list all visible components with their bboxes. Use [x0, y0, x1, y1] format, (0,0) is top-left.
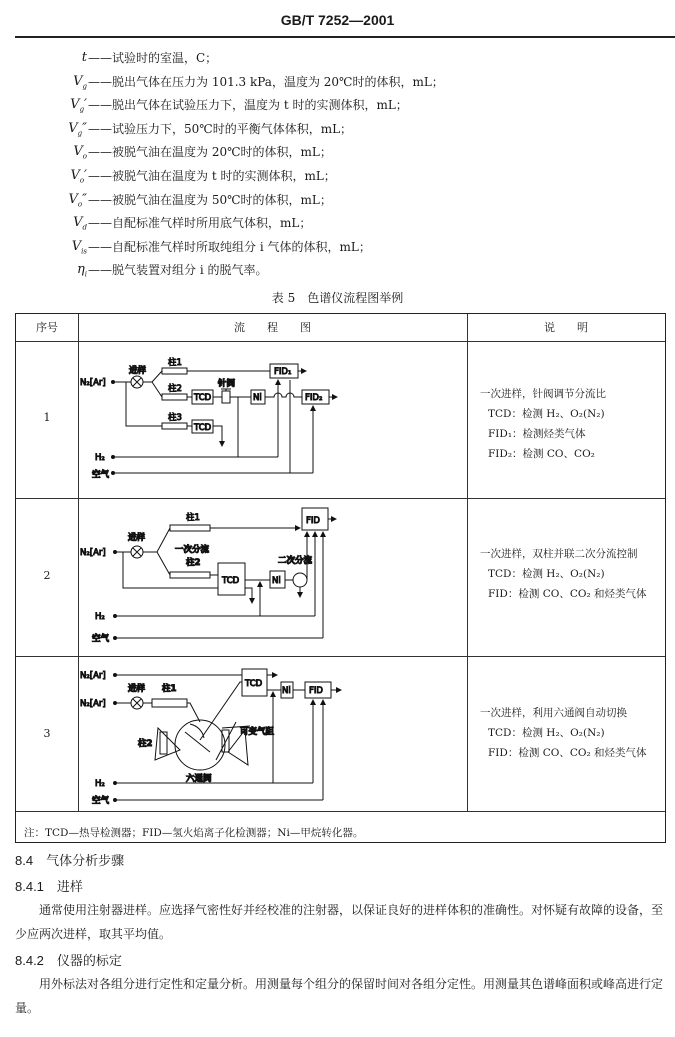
symbol-definition — [0, 47, 675, 69]
symbol-description: ——被脱气油在温度为 t 时的实测体积，mL； — [88, 169, 336, 183]
row-divider — [16, 341, 665, 342]
tcd-label: TCD — [194, 393, 212, 403]
air-label: 空气 — [92, 634, 110, 644]
column-1-label: 柱1 — [186, 513, 200, 523]
description-line: TCD：检测 H₂、O₂(N₂) — [488, 408, 605, 420]
symbol-definition — [0, 118, 675, 140]
symbol-description: ——脱出气体在压力为 101.3 kPa，温度为 20℃时的体积，mL； — [88, 74, 444, 89]
column-1-label: 柱1 — [162, 684, 177, 694]
symbol-description: ——试验时的室温，C； — [88, 51, 218, 65]
column-3-label: 柱3 — [168, 413, 182, 423]
symbol-description: ——被脱气油在温度为 20℃时的体积，mL； — [88, 145, 332, 160]
standard-header: GB/T 7252—2001 — [280, 12, 395, 28]
symbol: $V_{is}$ — [71, 238, 87, 256]
column-divider — [78, 314, 79, 811]
header-diagram: 流 程 图 — [234, 321, 311, 334]
symbol: $\eta_i$ — [76, 262, 87, 279]
carrier-gas-label: N₂[Ar] — [80, 378, 106, 388]
inject-label: 进样 — [128, 684, 146, 694]
table-note: 注：TCD—热导检测器；FID—氢火焰离子化检测器；Ni—甲烷转化器。 — [24, 827, 364, 839]
fid-label: FID — [306, 516, 320, 526]
carrier-gas-label: N₂[Ar] — [80, 699, 106, 709]
description-line: FID：检测 CO、CO₂ 和烃类气体 — [488, 747, 647, 759]
section-8-4-1-heading: 8.4.1 进样 — [15, 879, 83, 894]
inject-label: 进样 — [129, 366, 147, 376]
header-number: 序号 — [36, 321, 58, 334]
row-3-description — [480, 703, 665, 763]
description-line: 一次进样，针阀调节分流比 — [480, 388, 606, 400]
row-3-number: 3 — [43, 727, 51, 740]
six-port-valve-label: 六通阀 — [186, 774, 212, 784]
row-divider — [16, 811, 665, 812]
h2-label: H₂ — [95, 453, 105, 463]
section-8-4-2-paragraph: 用外标法对各组分进行定性和定量分析。用测量每个组分的保留时间对各组分定性。用测量其色谱峰面积或峰高进行定量。 — [15, 977, 664, 1015]
symbol-definition — [0, 165, 675, 187]
description-line: 一次进样，利用六通阀自动切换 — [480, 707, 627, 719]
fid-label: FID — [309, 686, 323, 696]
air-label: 空气 — [92, 796, 110, 806]
description-line: TCD：检测 H₂、O₂(N₂) — [488, 727, 605, 739]
row-1-description — [480, 384, 665, 464]
carrier-gas-label: N₂[Ar] — [80, 548, 106, 558]
symbol-definition — [0, 71, 675, 93]
symbol: $V_o$ — [73, 144, 87, 161]
symbol-description: ——脱气装置对组分 i 的脱气率。 — [88, 263, 268, 278]
section-8-4-1-paragraph: 通常使用注射器进样。应选择气密性好并经校准的注射器，以保证良好的进样体积的准确性。对怀疑有故障的设备，至少应两次进样，取其平均值。 — [15, 903, 664, 941]
section-8-4-2-heading: 8.4.2 仪器的标定 — [15, 953, 122, 968]
column-1-label: 柱1 — [168, 358, 182, 368]
row-divider — [16, 656, 665, 657]
symbol-description: ——自配标准气样时所用底气体积，mL； — [88, 216, 312, 231]
symbol-definition — [0, 94, 675, 116]
description-line: FID₁：检测烃类气体 — [488, 428, 586, 440]
row-divider — [16, 498, 665, 499]
inject-label: 进样 — [128, 533, 146, 543]
symbol-description: ——试验压力下，50℃时的平衡气体体积，mL； — [88, 121, 353, 136]
symbol: $V_o'$ — [70, 168, 87, 185]
symbol-definition — [0, 212, 675, 234]
row-2-number: 2 — [43, 569, 51, 582]
h2-label: H₂ — [95, 612, 105, 622]
section-8-4-heading: 8.4 气体分析步骤 — [15, 853, 125, 868]
description-line: FID₂：检测 CO、CO₂ — [488, 448, 595, 460]
header-description: 说 明 — [544, 321, 588, 334]
header-rule — [15, 36, 675, 38]
ni-label: Ni — [272, 576, 281, 586]
ni-label: Ni — [253, 393, 262, 403]
row-2-description — [480, 544, 665, 604]
symbol-definition — [0, 236, 675, 258]
symbol: $V_d$ — [73, 215, 87, 232]
symbol: $V_o''$ — [68, 191, 87, 209]
tcd-label: TCD — [194, 423, 212, 433]
fid2-label: FID₂ — [305, 393, 323, 403]
description-line: TCD：检测 H₂、O₂(N₂) — [488, 568, 605, 580]
table-caption: 表 5 色谱仪流程图举例 — [271, 291, 404, 305]
variable-restrictor-label: 可变气阻 — [240, 727, 275, 737]
ni-label: Ni — [282, 686, 291, 696]
symbol: $V_g$ — [73, 73, 87, 91]
column-2-label: 柱2 — [186, 558, 201, 568]
symbol-description: ——被脱气油在温度为 50℃时的体积，mL； — [88, 192, 332, 207]
h2-label: H₂ — [95, 779, 105, 789]
tcd-label: TCD — [222, 576, 240, 586]
fid1-label: FID₁ — [274, 367, 292, 377]
symbol-definition — [0, 189, 675, 211]
flowchart-table — [15, 313, 666, 843]
symbol: $V_g'$ — [70, 97, 87, 114]
column-divider — [467, 314, 468, 811]
column-2-label: 柱2 — [168, 384, 182, 394]
symbol: $V_g''$ — [68, 120, 87, 138]
column-2-label: 柱2 — [138, 739, 153, 749]
air-label: 空气 — [92, 470, 110, 480]
tcd-label: TCD — [245, 679, 263, 689]
needle-valve-label: 针阀 — [218, 379, 236, 389]
symbol: t — [81, 50, 87, 65]
description-line: 一次进样，双柱并联二次分流控制 — [480, 548, 638, 560]
symbol-definition — [0, 259, 675, 281]
carrier-gas-label: N₂[Ar] — [80, 671, 106, 681]
symbol-definition — [0, 141, 675, 163]
symbol-description: ——自配标准气样时所取纯组分 i 气体的体积，mL； — [88, 239, 371, 254]
description-line: FID：检测 CO、CO₂ 和烃类气体 — [488, 588, 647, 600]
row-1-number: 1 — [43, 411, 51, 424]
symbol-description: ——脱出气体在试验压力下，温度为 t 时的实测体积，mL； — [88, 98, 408, 113]
second-split-label: 二次分流 — [278, 556, 313, 566]
first-split-label: 一次分流 — [175, 545, 210, 555]
